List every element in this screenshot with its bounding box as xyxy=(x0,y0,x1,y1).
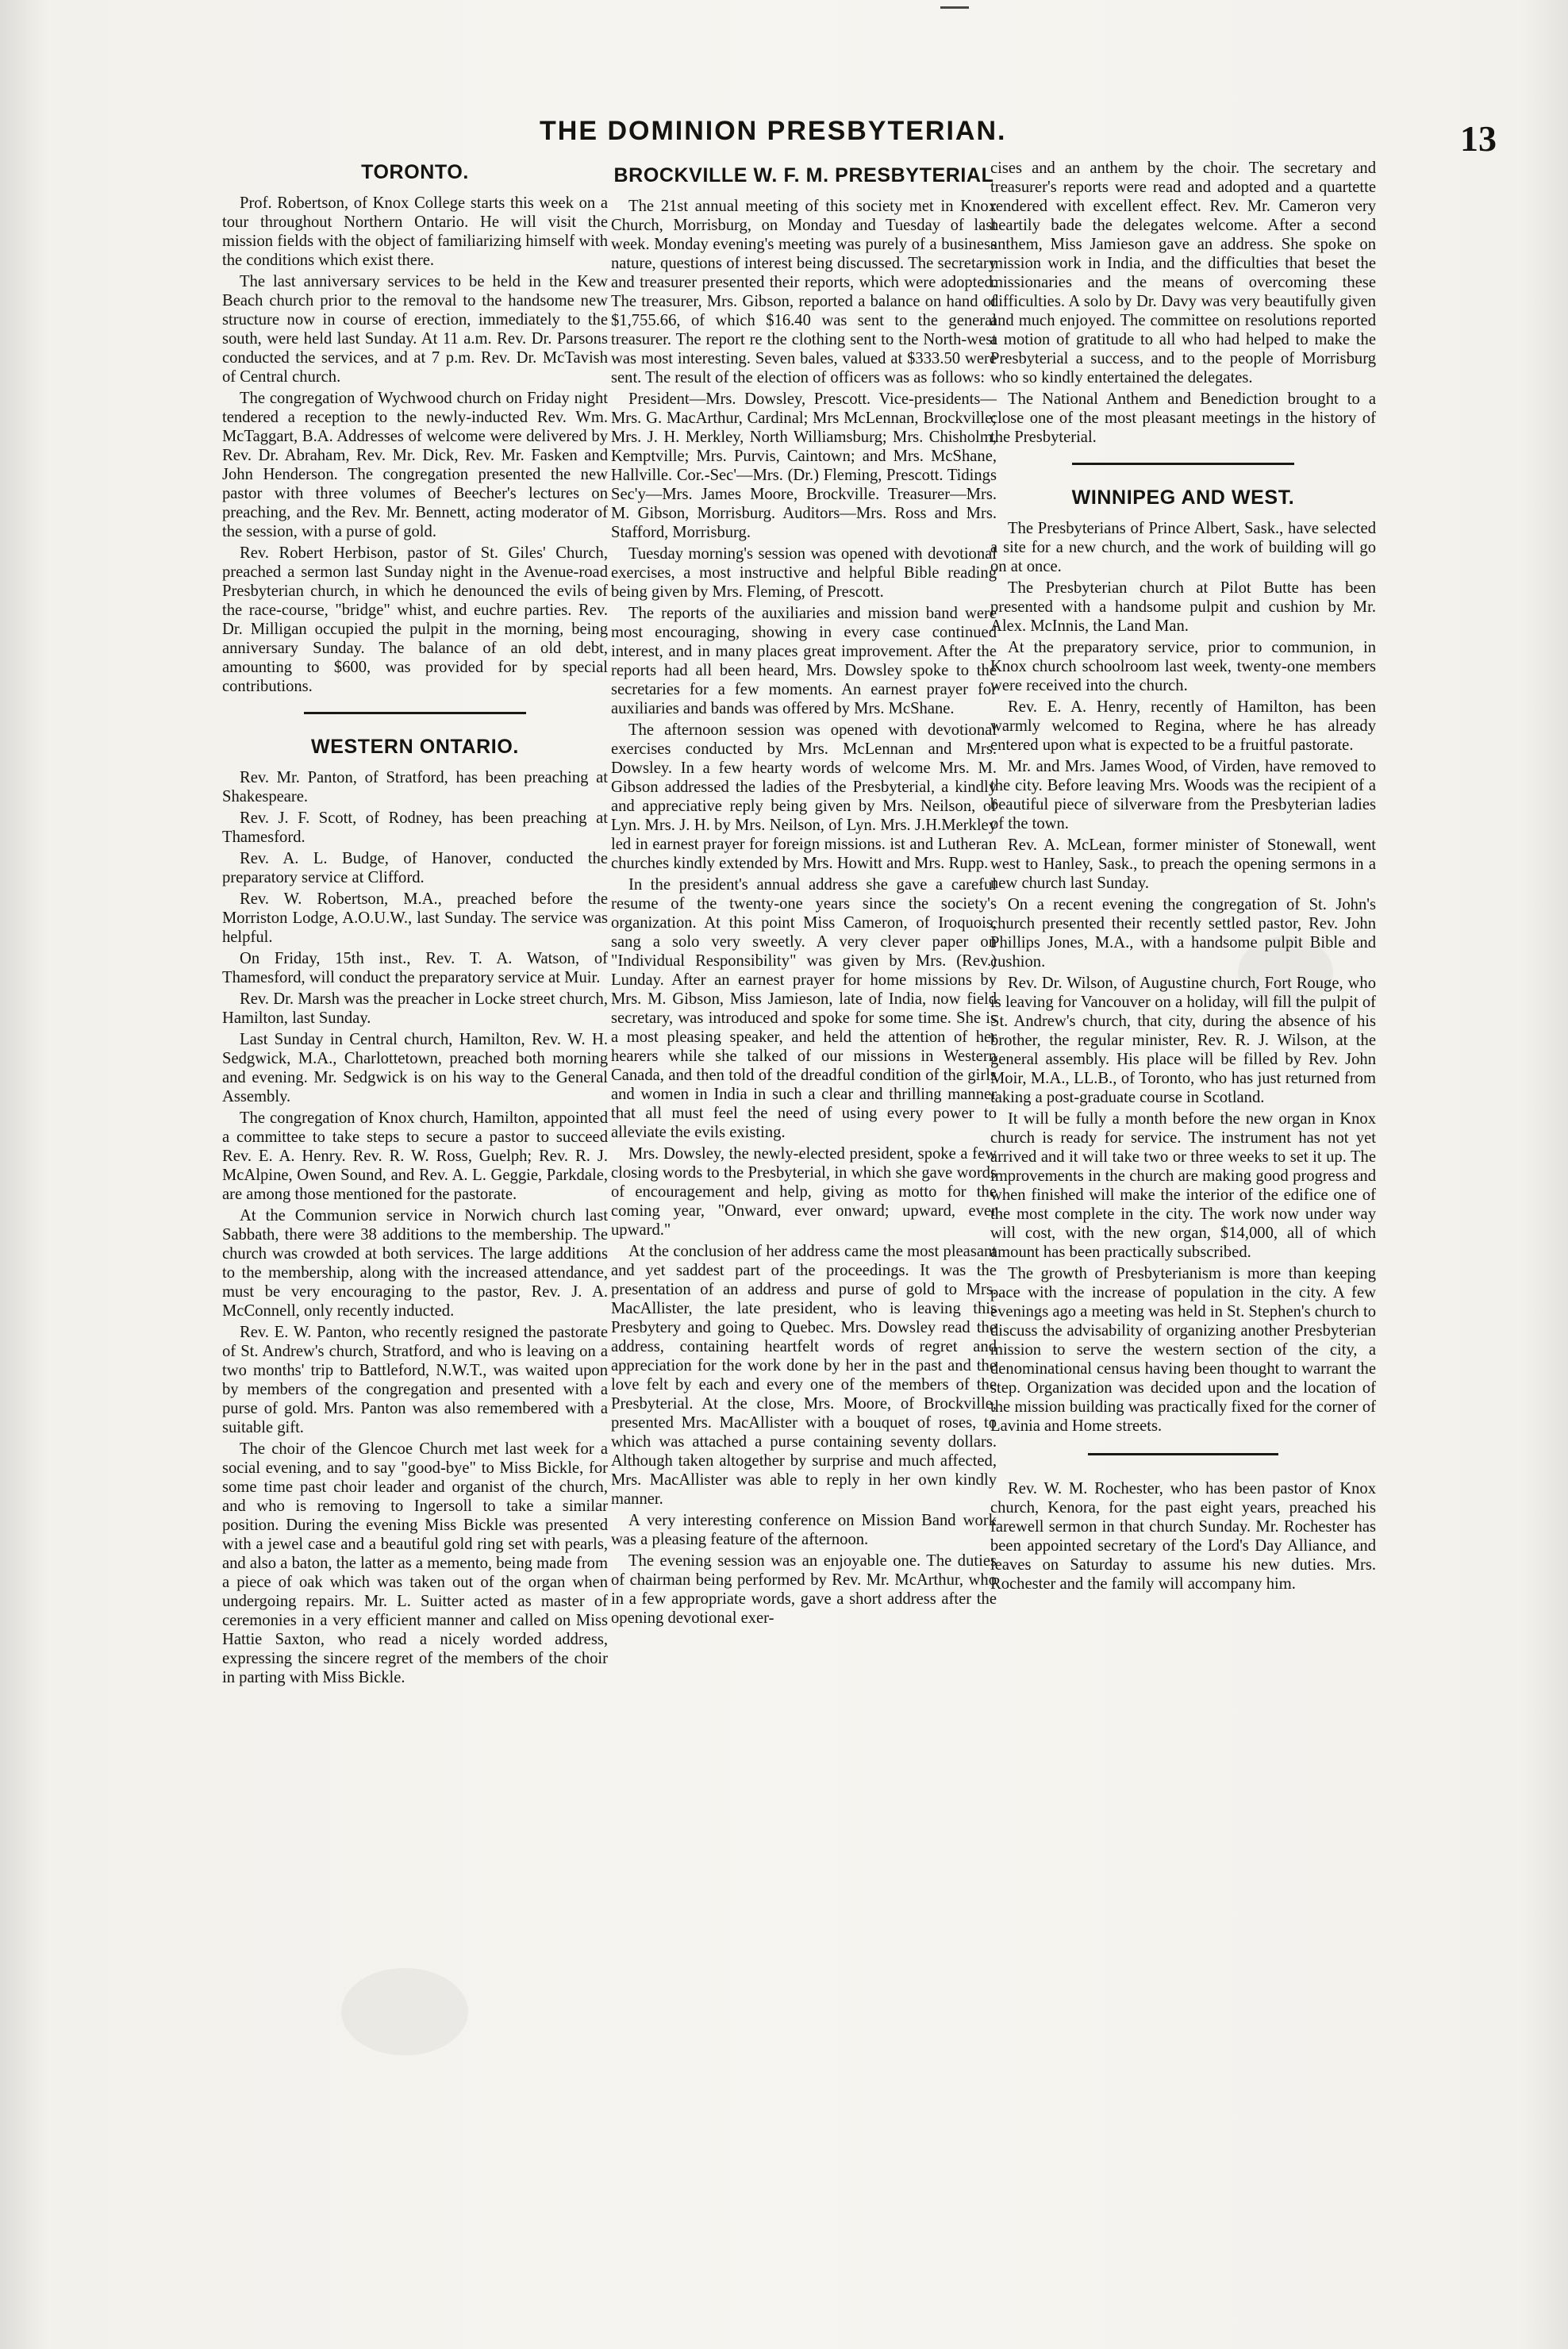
article-paragraph: On a recent evening the congregation of St. John's church presented their recently settled pastor, Rev. John Phillips Jones, M.A., with a handsome pulpit Bible and cushion. xyxy=(990,896,1376,971)
article-paragraph: It will be fully a month before the new organ in Knox church is ready for service. The instrument has not yet arrived and it will take two or three weeks to set it up. The improvements in the church are making good progress and when finished will make the interior of the edifice one of the most complete in the city. The work now under way will cost, with the new organ, $14,000, all of which amount has been practically subscribed. xyxy=(990,1110,1376,1261)
article-paragraph: Rev. J. F. Scott, of Rodney, has been preaching at Thamesford. xyxy=(222,809,608,846)
article-paragraph: Rev. Robert Herbison, pastor of St. Giles' Church, preached a sermon last Sunday night in the Avenue-road Presbyterian church, in which he denounced the evils of the race-course, "bridge" whist, and euchre parties. Rev. Dr. Milligan occupied the pulpit in the morning, being anniversary Sunday. The balance of an old debt, amounting to $600, was provided for by special contributions. xyxy=(222,544,608,695)
article-paragraph: Rev. A. McLean, former minister of Stonewall, went west to Hanley, Sask., to preach the opening sermons in a new church last Sunday. xyxy=(990,836,1376,892)
printer-mark xyxy=(940,6,969,9)
article-paragraph: Rev. W. Robertson, M.A., preached before the Morriston Lodge, A.O.U.W., last Sunday. The service was helpful. xyxy=(222,890,608,946)
article-paragraph: The Presbyterians of Prince Albert, Sask., have selected a site for a new church, and the work of building will go on at once. xyxy=(990,520,1376,575)
article-paragraph: Rev. A. L. Budge, of Hanover, conducted the preparatory service at Clifford. xyxy=(222,850,608,886)
article-paragraph: Rev. Dr. Marsh was the preacher in Locke street church, Hamilton, last Sunday. xyxy=(222,990,608,1027)
article-paragraph: On Friday, 15th inst., Rev. T. A. Watson, of Thamesford, will conduct the preparatory service at Muir. xyxy=(222,950,608,986)
article-paragraph: In the president's annual address she gave a careful resume of the twenty-one years since the society's organization. At this point Miss Cameron, of Iroquois, sang a solo very sweetly. A very clever paper on "Individual Responsibility" was given by Mrs. (Rev.) Lunday. After an earnest prayer for home missions by Mrs. M. Gibson, Miss Jamieson, late of India, now field secretary, was introduced and spoke for some time. She is a most pleasing speaker, and held the attention of her hearers while she talked of our missions in Western Canada, and then told of the dreadful condition of the girls and women in India in such a clear and thrilling manner that all must feel the need of using every power to alleviate the evils existing. xyxy=(611,876,997,1141)
section-heading-western-ontario: WESTERN ONTARIO. xyxy=(311,736,519,758)
article-paragraph: Rev. W. M. Rochester, who has been pastor of Knox church, Kenora, for the past eight years, preached his farewell sermon in that church Sunday. Mr. Rochester has been appointed secretary of the Lord's Day Alliance, and leaves on Saturday to assume his new duties. Mrs. Rochester and the family will accompany him. xyxy=(990,1480,1376,1593)
column-middle xyxy=(611,159,997,1630)
article-paragraph: Rev. Mr. Panton, of Stratford, has been preaching at Shakespeare. xyxy=(222,769,608,805)
article-paragraph: Last Sunday in Central church, Hamilton, Rev. W. H. Sedgwick, M.A., Charlottetown, preached both morning and evening. Mr. Sedgwick is on his way to the General Assembly. xyxy=(222,1031,608,1105)
article-paragraph: Mr. and Mrs. James Wood, of Virden, have removed to the city. Before leaving Mrs. Woods was the recipient of a beautiful piece of silverware from the Presbyterian ladies of the town. xyxy=(990,758,1376,832)
article-paragraph: Rev. Dr. Wilson, of Augustine church, Fort Rouge, who is leaving for Vancouver on a holiday, will fill the pulpit of St. Andrew's church, that city, during the absence of his brother, the regular minister, Rev. R. J. Wilson, at the general assembly. His place will be filled by Rev. John Moir, M.A., LL.B., of Toronto, who has just returned from taking a post-graduate course in Scotland. xyxy=(990,975,1376,1106)
article-paragraph: Rev. E. A. Henry, recently of Hamilton, has been warmly welcomed to Regina, where he has already entered upon what is expected to be a fruitful pastorate. xyxy=(990,698,1376,754)
article-paragraph: The Presbyterian church at Pilot Butte has been presented with a handsome pulpit and cushion by Mr. Alex. McInnis, the Land Man. xyxy=(990,579,1376,635)
article-paragraph: The evening session was an enjoyable one. The duties of chairman being performed by Rev. Mr. McArthur, who in a few appropriate words, gave a short address after the opening devotional exer- xyxy=(611,1552,997,1627)
article-paragraph: The congregation of Wychwood church on Friday night tendered a reception to the newly-inducted Rev. Wm. McTaggart, B.A. Addresses of welcome were delivered by Rev. Dr. Abraham, Rev. Mr. Dick, Rev. Mr. Fasken and John Henderson. The congregation presented the new pastor with three volumes of Beecher's lectures on preaching, and the Rev. Mr. Bennett, acting moderator of the session, with a purse of gold. xyxy=(222,390,608,540)
article-paragraph: The National Anthem and Benediction brought to a close one of the most pleasant meetings in the history of the Presbyterial. xyxy=(990,390,1376,446)
paper-stain xyxy=(341,1968,468,2055)
article-paragraph: The growth of Presbyterianism is more than keeping pace with the increase of population in the city. A few evenings ago a meeting was held in St. Stephen's church to discuss the advisability of organizing another Presbyterian mission to serve the western section of the city, a denominational census having been thought to warrant the step. Organization was decided upon and the location of the mission building was practically fixed for the corner of Lavinia and Home streets. xyxy=(990,1265,1376,1435)
section-divider xyxy=(304,712,526,714)
article-paragraph: cises and an anthem by the choir. The secretary and treasurer's reports were read and adopted and a quartette rendered with excellent effect. Rev. Mr. Cameron very heartily bade the delegates welcome. After a second anthem, Miss Jamieson gave an address. She spoke on mission work in India, and the difficulties that beset the missionaries and the means of overcoming these difficulties. A solo by Dr. Davy was very beautifully given and much enjoyed. The committee on resolutions reported a motion of gratitude to all who had helped to make the Presbyterial a success, and to the people of Morrisburg who so kindly entertained the delegates. xyxy=(990,160,1376,386)
article-paragraph: Rev. E. W. Panton, who recently resigned the pastorate of St. Andrew's church, Stratford, and who is leaving on a two months' trip to Battleford, N.W.T., was waited upon by members of the congregation and presented with a purse of gold. Mrs. Panton was also remembered with a suitable gift. xyxy=(222,1324,608,1436)
article-paragraph: At the conclusion of her address came the most pleasant and yet saddest part of the proceedings. It was the presentation of an address and purse of gold to Mrs. MacAllister, the late president, who is leaving this Presbytery and going to Quebec. Mrs. Dowsley read the address, containing heartfelt words of regret and appreciation for the work done by her in the past and the love felt by each and every one of the members of the Presbyterial. At the close, Mrs. Moore, of Brockville, presented Mrs. MacAllister with a bouquet of roses, to which was attached a purse containing seventy dollars. Although taken altogether by surprise and much affected, Mrs. MacAllister was able to reply in her own kindly manner. xyxy=(611,1243,997,1508)
article-paragraph: The reports of the auxiliaries and mission band were most encouraging, showing in every case continued interest, and in many places great improvement. After the reports had all been heard, Mrs. Dowsley spoke to the secretaries for a few moments. An earnest prayer for auxiliaries and bands was offered by Mrs. McShane. xyxy=(611,605,997,717)
article-paragraph: The last anniversary services to be held in the Kew Beach church prior to the removal to the handsome new structure now in course of erection, immediately to the south, were held last Sunday. At 11 a.m. Rev. Dr. Parsons conducted the services, and at 7 p.m. Rev. Dr. McTavish of Central church. xyxy=(222,273,608,386)
article-paragraph: The congregation of Knox church, Hamilton, appointed a committee to take steps to secure a pastor to succeed Rev. E. A. Henry. Rev. R. W. Ross, Guelph; Rev. R. J. McAlpine, Owen Sound, and Rev. A. L. Geggie, Parkdale, are among those mentioned for the pastorate. xyxy=(222,1109,608,1203)
article-paragraph: At the Communion service in Norwich church last Sabbath, there were 38 additions to the membership. The church was crowded at both services. The large additions to the membership, along with the increased attendance, must be very encouraging to the pastor, Rev. J. A. McConnell, only recently inducted. xyxy=(222,1207,608,1320)
section-heading-brockville: BROCKVILLE W. F. M. PRESBYTERIAL xyxy=(613,164,994,186)
article-paragraph: President—Mrs. Dowsley, Prescott. Vice-presidents—Mrs. G. MacArthur, Cardinal; Mrs McLennan, Brockville; Mrs. J. H. Merkley, North Williamsburg; Mrs. Chisholm, Kemptville; Mrs. Purvis, Caintown; and Mrs. McShane, Hallville. Cor.-Sec'—Mrs. (Dr.) Fleming, Prescott. Tidings Sec'y—Mrs. James Moore, Brockville. Treasurer—Mrs. M. Gibson, Morrisburg. Auditors—Mrs. Ross and Mrs. Stafford, Morrisburg. xyxy=(611,390,997,541)
page-number: 13 xyxy=(1460,118,1497,159)
article-paragraph: Tuesday morning's session was opened with devotional exercises, a most instructive and helpful Bible reading being given by Mrs. Fleming, of Prescott. xyxy=(611,545,997,601)
article-paragraph: The choir of the Glencoe Church met last week for a social evening, and to say "good-bye" to Miss Bickle, for some time past choir leader and organist of the church, and who is removing to Ingersoll to take a similar position. During the evening Miss Bickle was presented with a jewel case and a beautiful gold ring set with pearls, and also a baton, the latter as a memento, being made from a piece of oak which was taken out of the organ when undergoing repairs. Mr. L. Suitter acted as master of ceremonies in a very efficient manner and called on Miss Hattie Saxton, who read a nicely worded address, expressing the sincere regret of the members of the choir in parting with Miss Bickle. xyxy=(222,1440,608,1686)
section-heading-toronto: TORONTO. xyxy=(361,161,469,183)
article-paragraph: Mrs. Dowsley, the newly-elected president, spoke a few closing words to the Presbyterial, in which she gave words of encouragement and help, giving as motto for the coming year, "Onward, ever onward; upward, ever upward." xyxy=(611,1145,997,1239)
article-paragraph: The 21st annual meeting of this society met in Knox Church, Morrisburg, on Monday and Tuesday of last week. Monday evening's meeting was purely of a business nature, questions of interest being discussed. The secretary and treasurer presented their reports, which were adopted. The treasurer, Mrs. Gibson, reported a balance on hand of $1,755.66, of which $16.40 was sent to the general treasurer. The report re the clothing sent to the North-west was most interesting. Seven bales, valued at $333.50 were sent. The result of the election of officers was as follows: xyxy=(611,198,997,386)
section-divider xyxy=(1072,463,1294,465)
column-left xyxy=(222,156,608,1690)
article-paragraph: The afternoon session was opened with devotional exercises conducted by Mrs. McLennan and Mrs. Dowsley. In a few hearty words of welcome Mrs. M. Gibson addressed the ladies of the Presbyterial, a kindly and appreciative reply being given by Mrs. Neilson, of Lyn. Mrs. J. H. by Mrs. Neilson, of Lyn. Mrs. J.H.Merkley led in earnest prayer for foreign missions. ist and Lutheran churches kindly extended by Mrs. Howitt and Mrs. Rupp. xyxy=(611,721,997,872)
section-divider xyxy=(1088,1453,1278,1455)
article-paragraph: Prof. Robertson, of Knox College starts this week on a tour throughout Northern Ontario. He will visit the mission fields with the object of familiarizing himself with the conditions which exist there. xyxy=(222,194,608,269)
article-paragraph: A very interesting conference on Mission Band work was a pleasing feature of the afternoon. xyxy=(611,1512,997,1548)
section-heading-winnipeg: WINNIPEG AND WEST. xyxy=(1071,486,1295,509)
column-right xyxy=(990,159,1376,1596)
article-paragraph: At the preparatory service, prior to communion, in Knox church schoolroom last week, twenty-one members were received into the church. xyxy=(990,639,1376,694)
masthead: THE DOMINION PRESBYTERIAN. xyxy=(540,116,1007,146)
